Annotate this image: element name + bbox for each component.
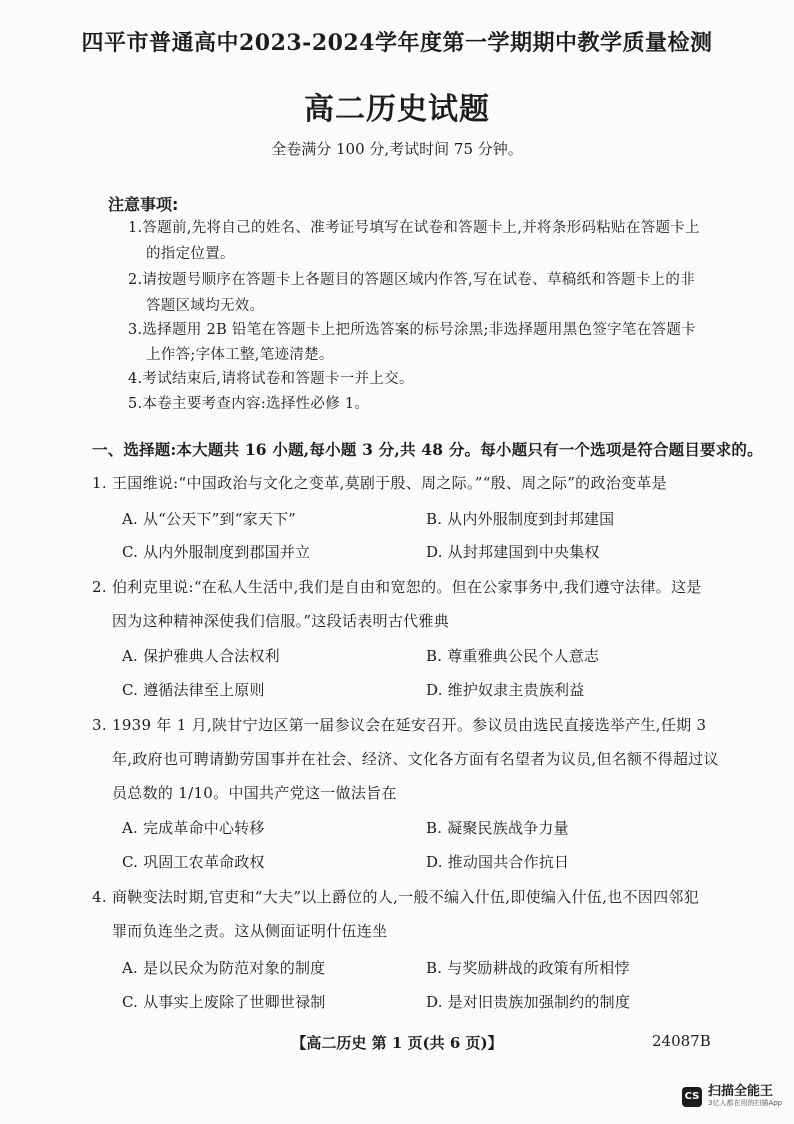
notice-line: 4.考试结束后,请将试卷和答题卡一并上交。 — [128, 371, 414, 387]
question-3-option-b: B. 凝聚民族战争力量 — [426, 819, 569, 837]
question-4-option-c: C. 从事实上废除了世卿世禄制 — [122, 993, 326, 1011]
notice-line: 1.答题前,先将自己的姓名、准考证号填写在试卷和答题卡上,并将条形码粘贴在答题卡上 — [128, 220, 700, 236]
notice-heading: 注意事项: — [108, 195, 179, 214]
scanner-watermark — [682, 1085, 782, 1108]
question-2-option-b: B. 尊重雅典公民个人意志 — [426, 647, 600, 665]
question-3-option-d: D. 推动国共合作抗日 — [426, 853, 570, 871]
notice-line: 3.选择题用 2B 铅笔在答题卡上把所选答案的标号涂黑;非选择题用黑色签字笔在答题卡 — [128, 322, 696, 338]
exam-title: 高二历史试题 — [304, 92, 490, 127]
question-2-stem: 因为这种精神深使我们信服。”这段话表明古代雅典 — [112, 612, 450, 630]
notice-line: 的指定位置。 — [146, 246, 235, 262]
watermark-subtitle: 3亿人都在用的扫描App — [708, 1099, 783, 1107]
notice-line: 答题区域均无效。 — [146, 298, 265, 314]
question-4-stem: 罪而负连坐之责。这从侧面证明什伍连坐 — [112, 922, 388, 940]
section-heading: 一、选择题:本大题共 16 小题,每小题 3 分,共 48 分。每小题只有一个选项是符合题目要求的。 — [92, 440, 763, 459]
notice-line: 2.请按题号顺序在答题卡上各题目的答题区域内作答,写在试卷、草稿纸和答题卡上的非 — [128, 272, 695, 288]
question-2-stem: 2. 伯利克里说:“在私人生活中,我们是自由和宽恕的。但在公家事务中,我们遵守法律。这是 — [92, 578, 702, 596]
question-3-stem: 员总数的 1/10。中国共产党这一做法旨在 — [112, 784, 397, 802]
page-footer-label: 【高二历史 第 1 页(共 6 页)】 — [291, 1034, 503, 1052]
notice-line: 上作答;字体工整,笔迹清楚。 — [146, 347, 334, 363]
question-3-stem: 3. 1939 年 1 月,陕甘宁边区第一届参议会在延安召开。参议员由选民直接选举产生,任期 3 — [92, 716, 707, 734]
notice-line: 5.本卷主要考查内容:选择性必修 1。 — [128, 396, 370, 412]
question-3-stem: 年,政府也可聘请勤劳国事并在社会、经济、文化各方面有名望者为议员,但名额不得超过议 — [112, 750, 719, 768]
question-2-option-a: A. 保护雅典人合法权利 — [122, 647, 280, 665]
exam-header: 四平市普通高中2023-2024学年度第一学期期中教学质量检测 — [81, 30, 713, 56]
question-1-option-c: C. 从内外服制度到郡国并立 — [122, 543, 311, 561]
question-1-option-d: D. 从封邦建国到中央集权 — [426, 543, 600, 561]
question-1-option-b: B. 从内外服制度到封邦建国 — [426, 510, 615, 528]
question-1-stem: 1. 王国维说:“中国政治与文化之变革,莫剧于殷、周之际。”“殷、周之际”的政治变革是 — [92, 474, 667, 492]
question-3-option-c: C. 巩固工农革命政权 — [122, 853, 265, 871]
watermark-app-name: 扫描全能王 — [708, 1084, 774, 1099]
question-4-option-b: B. 与奖励耕战的政策有所相悖 — [426, 959, 630, 977]
question-4-stem: 4. 商鞅变法时期,官吏和“大夫”以上爵位的人,一般不编入什伍,即使编入什伍,也不因四邻犯 — [92, 888, 699, 906]
exam-info: 全卷满分 100 分,考试时间 75 分钟。 — [271, 140, 523, 158]
camscanner-logo-icon: CS — [682, 1087, 702, 1107]
question-2-option-d: D. 维护奴隶主贵族利益 — [426, 681, 585, 699]
question-1-option-a: A. 从“公天下”到“家天下” — [122, 510, 297, 528]
question-4-option-a: A. 是以民众为防范对象的制度 — [122, 959, 326, 977]
question-2-option-c: C. 遵循法律至上原则 — [122, 681, 265, 699]
question-4-option-d: D. 是对旧贵族加强制约的制度 — [426, 993, 631, 1011]
paper-code: 24087B — [652, 1032, 711, 1050]
question-3-option-a: A. 完成革命中心转移 — [122, 819, 265, 837]
